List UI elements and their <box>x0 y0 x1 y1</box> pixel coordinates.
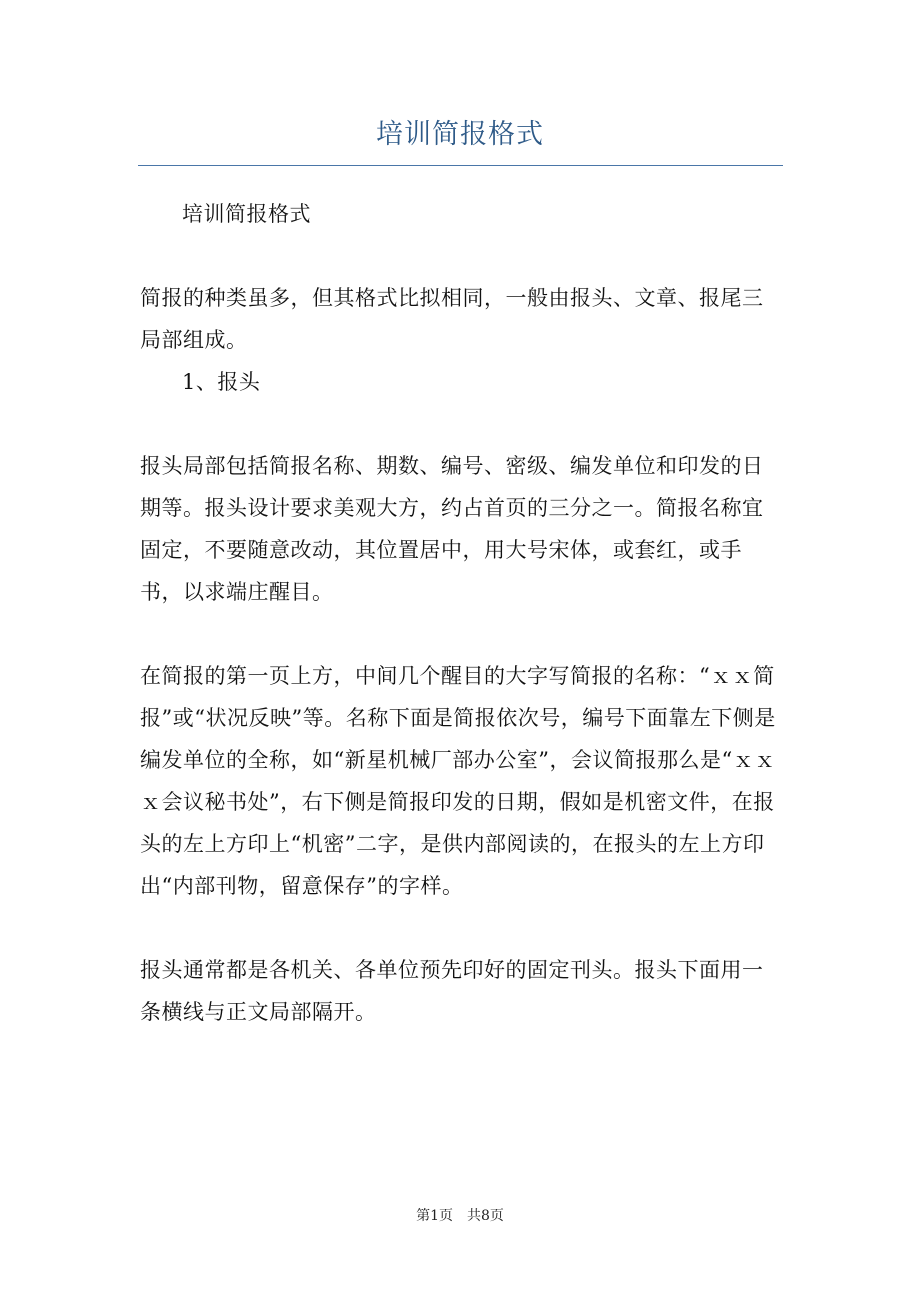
spacer <box>140 613 780 655</box>
spacer <box>140 403 780 445</box>
paragraph-intro: 简报的种类虽多，但其格式比拟相同，一般由报头、文章、报尾三局部组成。 <box>140 286 764 352</box>
page-total: 共8页 <box>467 1208 504 1224</box>
document-subtitle: 培训简报格式 <box>182 202 311 226</box>
document-body <box>140 193 780 1033</box>
paragraph-masthead-contents: 报头局部包括简报名称、期数、编号、密级、编发单位和印发的日期等。报头设计要求美观大方，约占首页的三分之一。简报名称宜固定，不要随意改动，其位置居中，用大号宋体，或套红，或手书，以求端庄醒目。 <box>140 454 764 604</box>
page-footer <box>0 1206 920 1226</box>
spacer <box>140 235 780 277</box>
paragraph-masthead-layout: 在简报的第一页上方，中间几个醒目的大字写简报的名称：“ｘｘ简报”或“状况反映”等。名称下面是简报依次号，编号下面靠左下侧是编发单位的全称，如“新星机械厂部办公室”，会议简报那么是“ｘｘｘ会议秘书处”，右下侧是简报印发的日期，假如是机密文件，在报头的左上方印上“机密”二字，是供内部阅读的，在报头的左上方印出“内部刊物，留意保存”的字样。 <box>140 664 776 898</box>
spacer <box>140 907 780 949</box>
paragraph-masthead-separator: 报头通常都是各机关、各单位预先印好的固定刊头。报头下面用一条横线与正文局部隔开。 <box>140 958 764 1024</box>
title-divider <box>138 165 783 166</box>
section-heading-masthead: 1、报头 <box>182 370 261 394</box>
document-title: 培训简报格式 <box>376 119 544 150</box>
page-number: 第1页 <box>416 1208 453 1224</box>
